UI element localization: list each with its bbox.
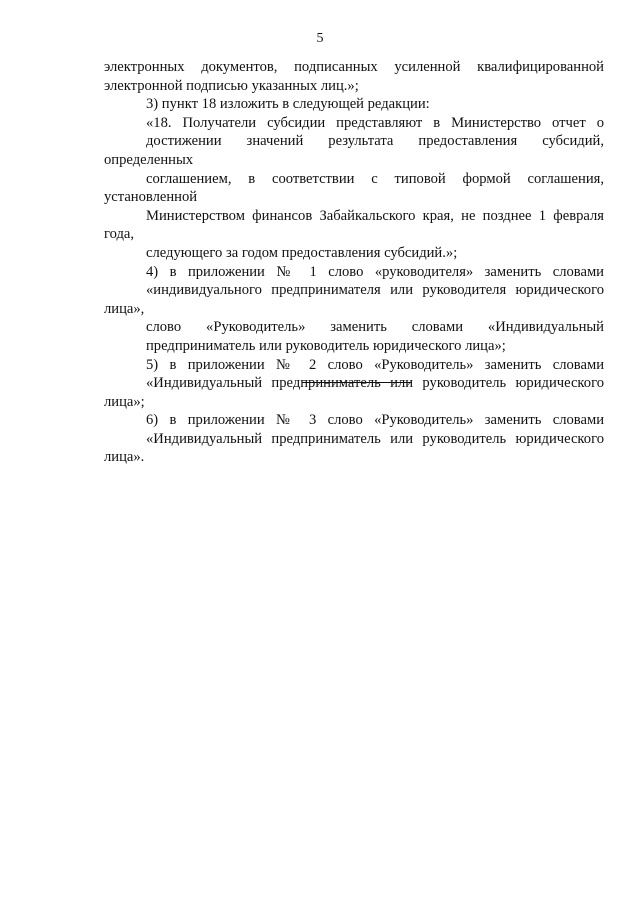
text-line: Министерством финансов Забайкальского края, не позднее 1 февраля года, (104, 207, 604, 243)
paragraph-p2 (104, 114, 604, 263)
paragraph-p3 (104, 263, 604, 356)
text-line: «Индивидуальный предприниматель или руководитель юридического лица»; (104, 375, 604, 410)
text-line: следующего за годом предоставления субсидий.»; (146, 244, 458, 261)
paragraph-p4 (104, 356, 604, 412)
page-number: 5 (316, 31, 324, 46)
text-line: 6) в приложении № 3 слово «Руководитель» заменить словами (146, 412, 604, 429)
text-line: достижении значений результата предоставления субсидий, определенных (104, 133, 604, 168)
paragraph-p5 (104, 411, 604, 467)
text-line: 4) в приложении № 1 слово «руководителя» заменить словами (146, 263, 604, 280)
text-line: электронной подписью указанных лиц.»; (104, 77, 359, 94)
text-line: 5) в приложении № 2 слово «Руководитель» заменить словами (146, 356, 604, 373)
paragraph-p1 (104, 95, 604, 114)
document-body (104, 58, 604, 467)
paragraph-p0 (104, 58, 604, 95)
text-line: соглашением, в соответствии с типовой формой соглашения, установленной (104, 170, 604, 206)
end-of-text-rule (302, 382, 412, 383)
text-line: предприниматель или руководитель юридического лица»; (146, 337, 506, 354)
text-line: электронных документов, подписанных усиленной квалифицированной (104, 59, 604, 75)
text-line: 3) пункт 18 изложить в следующей редакции: (146, 96, 430, 113)
text-line: «индивидуального предпринимателя или руководителя юридического лица», (104, 282, 604, 317)
text-line: слово «Руководитель» заменить словами «Индивидуальный (146, 319, 604, 336)
text-line: «Индивидуальный предприниматель или руководитель юридического лица». (104, 430, 604, 466)
text-line: «18. Получатели субсидии представляют в Министерство отчет о (146, 114, 604, 131)
